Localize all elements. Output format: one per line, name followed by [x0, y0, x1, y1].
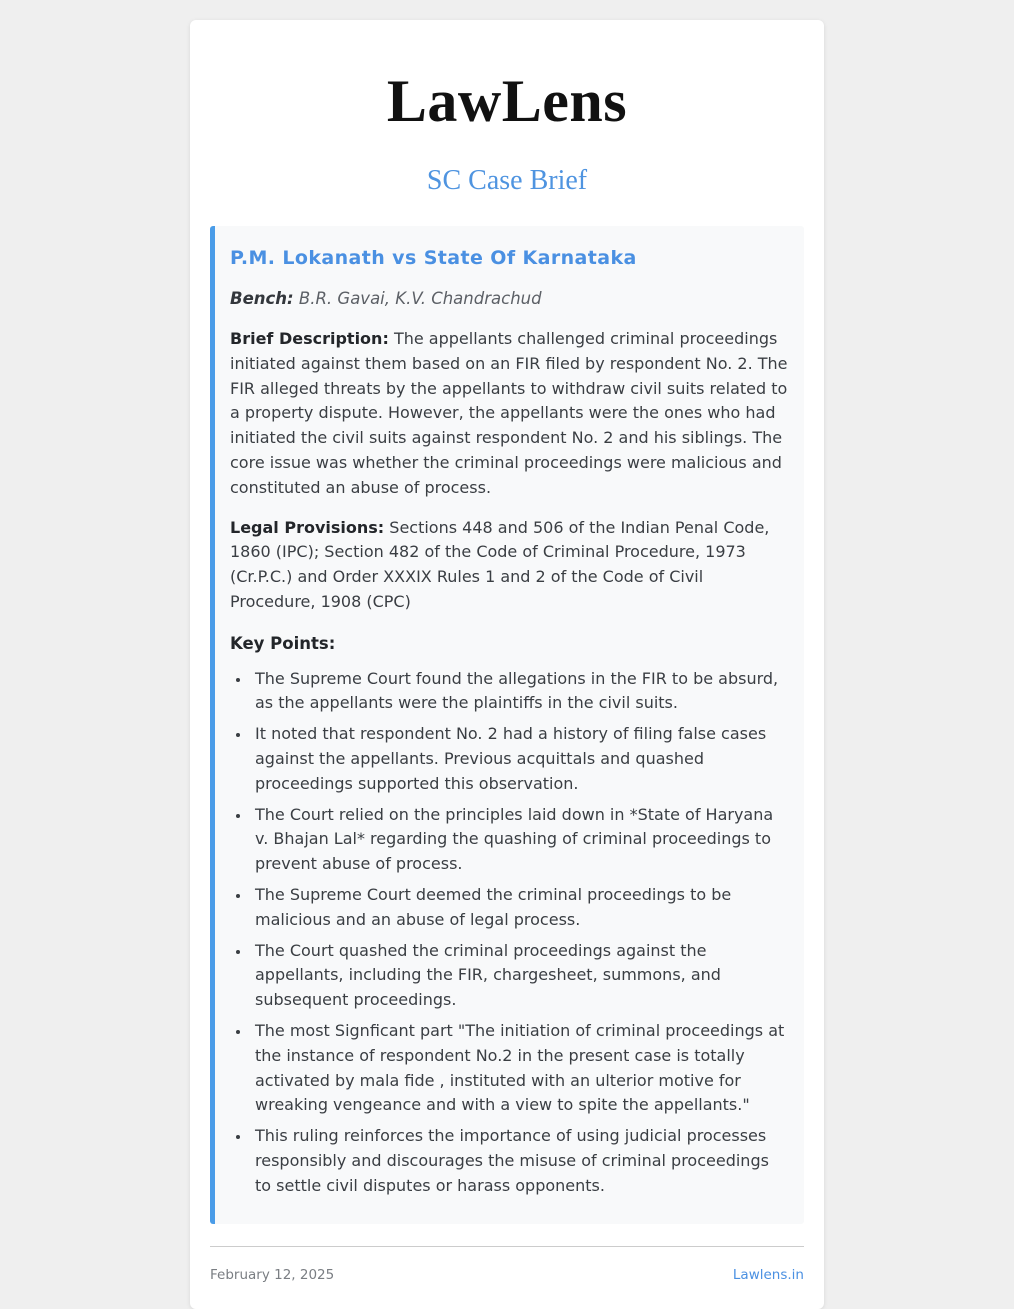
- bench-line: [230, 287, 790, 312]
- key-point-item: • It noted that respondent No. 2 had a history of filing false cases against the appellants. Previous acquittals and quashed proceedings supported this observation.: [251, 722, 790, 796]
- legal-provisions: [230, 516, 790, 615]
- bench-value: B.R. Gavai, K.V. Chandrachud: [298, 289, 542, 309]
- brief-description-text: The appellants challenged criminal proceedings initiated against them based on an FIR filed by respondent No. 2. The FIR alleged threats by the appellants to withdraw civil suits related to a property dispute. However, the appellants were the ones who had initiated the civil suits against respondent No. 2 and his siblings. The core issue was whether the criminal proceedings were malicious and constituted an abuse of process.: [230, 329, 788, 497]
- brief-description-label: Brief Description:: [230, 329, 389, 349]
- case-brief-card: [210, 226, 804, 1225]
- brief-description: [230, 327, 790, 501]
- key-point-item: • The most Signficant part "The initiation of criminal proceedings at the instance of respondent No.2 in the present case is totally activated by mala fide , instituted with an ulterior motive for wreaking vengeance and with a view to spite the appellants.": [251, 1019, 790, 1118]
- footer: [210, 1246, 804, 1283]
- brand-title: LawLens: [386, 68, 628, 134]
- key-point-item: • The Court quashed the criminal proceedings against the appellants, including the FIR, chargesheet, summons, and subsequent proceedings.: [251, 939, 790, 1013]
- page-subtitle: SC Case Brief: [426, 165, 588, 196]
- bench-label: Bench:: [230, 289, 294, 309]
- footer-date: February 12, 2025: [210, 1267, 335, 1284]
- legal-provisions-text: Sections 448 and 506 of the Indian Penal Code, 1860 (IPC); Section 482 of the Code of Criminal Procedure, 1973 (Cr.P.C.) and Order XXXIX Rules 1 and 2 of the Code of Civil Procedure, 1908 (CPC): [230, 517, 770, 611]
- key-point-item: • The Court relied on the principles laid down in *State of Haryana v. Bhajan Lal* regarding the quashing of criminal proceedings to prevent abuse of process.: [251, 803, 790, 877]
- document-sheet: [190, 20, 824, 1309]
- key-points-heading: Key Points:: [230, 633, 336, 653]
- key-point-item: • This ruling reinforces the importance of using judicial processes responsibly and discourages the misuse of criminal proceedings to settle civil disputes or harass opponents.: [251, 1124, 790, 1198]
- key-points-list: [230, 667, 790, 1199]
- key-point-item: • The Supreme Court deemed the criminal proceedings to be malicious and an abuse of legal process.: [251, 883, 790, 933]
- key-point-item: • The Supreme Court found the allegations in the FIR to be absurd, as the appellants were the plaintiffs in the civil suits.: [251, 667, 790, 717]
- case-title: P.M. Lokanath vs State Of Karnataka: [230, 246, 637, 269]
- legal-provisions-label: Legal Provisions:: [230, 517, 385, 537]
- footer-site-link[interactable]: Lawlens.in: [732, 1267, 804, 1284]
